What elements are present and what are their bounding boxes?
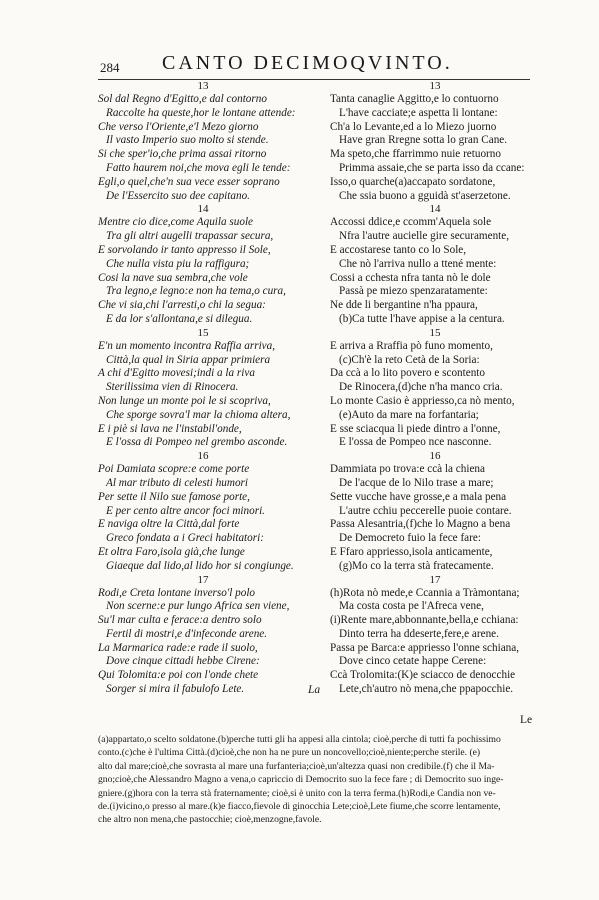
verse-line: E da lor s'allontana,e si dilegua.: [106, 312, 253, 325]
verse-line: Giaeque dal lido,al lido hor si congiunge.: [106, 559, 294, 572]
verse-line: Ch'a lo Levante,ed a lo Miezo juorno: [330, 120, 497, 133]
verse-line: La Marmarica rade:e rade il suolo,: [98, 641, 258, 654]
verse-line: Mentre cio dice,come Aquila suole: [98, 216, 254, 229]
verse-line: E arriva a Rraffia pò funo momento,: [330, 339, 493, 352]
verse-line: Si che sper'io,che prima assai ritorno: [98, 148, 267, 161]
verse-line: Il vasto Imperio suo molto si stende.: [106, 134, 269, 147]
verse-line: Qui Tolomita:e poi con l'onde chete: [98, 669, 259, 682]
verse-line: E per cento altre ancor foci minori.: [106, 504, 265, 517]
verse-line: De l'Essercito suo dee capitano.: [106, 189, 250, 202]
verse-line: Lo monte Casio è appriesso,ca nò mento,: [330, 394, 515, 407]
verse-line: E i piè si lava ne l'instabil'onde,: [98, 422, 242, 435]
verse-line: Dove cinco cetate happe Cerene:: [339, 655, 487, 668]
verse-line: Sterilissima vien di Rinocera.: [106, 381, 239, 394]
verse-line: E sorvolando ir tanto appresso il Sole,: [98, 243, 271, 256]
verse-line: Greco fondata a i Greci habitatori:: [106, 532, 264, 545]
verse-line: A chi d'Egitto movesi;indi a la riva: [98, 367, 255, 380]
verse-line: Fertil di mostri,e d'infeconde arene.: [106, 627, 268, 640]
footnote-line: gniere.(g)hora con la terra stà fraternamente; cioè,si è unito con la terra ferma.(h)Rodi,e Candia non ve-: [98, 787, 496, 799]
italian-column: [98, 80, 308, 697]
verse-line: Tra legno,e legno:e non ha tema,o cura,: [106, 285, 286, 298]
footnotes: [98, 733, 538, 827]
verse-line: Have gran Rregne sotta lo gran Cane.: [339, 134, 508, 147]
verse-line: Per sette il Nilo sue famose porte,: [98, 490, 250, 503]
stanza-number: 13: [429, 80, 441, 92]
footnote-line: conto.(c)che è l'ultima Città.(d)cioè,che non ha ne pure un noncovello;cioè,niente;perche sterile. (e): [98, 747, 481, 759]
verse-line: Che nò l'arriva nullo a ttené mente:: [339, 257, 497, 270]
stanza: [330, 80, 540, 203]
verse-line: E sse sciacqua li piede dintro a l'onne,: [330, 422, 501, 435]
verse-line: Sette vucche have grosse,e a mala pena: [330, 490, 507, 503]
verse-line: Che vi sia,chi l'arresti,o chi la segua:: [98, 299, 266, 312]
verse-line: E Ffaro appriesso,isola anticamente,: [330, 545, 493, 558]
verse-line: De Democreto fuio la fece fare:: [339, 532, 481, 545]
verse-line: Sol dal Regno d'Egitto,e dal contorno: [98, 93, 267, 105]
verse-line: L'have cacciate;e aspetta li lontane:: [339, 106, 498, 119]
verse-line: Su'l mar culta e ferace:a dentro solo: [98, 614, 262, 627]
verse-line: Egli,o quel,che'n sua vece esser soprano: [98, 175, 280, 188]
footnote-line: che altro non mena,che pastocchie; cioè,menzogne,favole.: [98, 814, 322, 826]
verse-line: Da ccà a lo lito povero e scontento: [330, 367, 486, 380]
verse-line: Et oltra Faro,isola già,che lunge: [98, 545, 245, 558]
verse-line: Raccolte ha queste,hor le lontane attende:: [106, 106, 296, 119]
verse-line: Ma costa costa pe l'Afreca vene,: [339, 600, 484, 613]
verse-line: Dinto terra ha ddeserte,fere,e arene.: [339, 627, 499, 640]
stanza: [330, 327, 540, 450]
stanza-number: 16: [197, 450, 209, 463]
stanza: [330, 450, 540, 573]
verse-line: Passa pe Barca:e appriesso l'onne schiana,: [330, 641, 520, 654]
stanza: [98, 327, 308, 450]
catchword-right: Le: [520, 714, 533, 726]
catchword-left: La: [308, 684, 321, 696]
verse-line: Dove cinque cittadi hebbe Cirene:: [106, 655, 260, 668]
verse-line: Dammiata po trova:e ccà la chiena: [330, 463, 485, 476]
neapolitan-column: [330, 80, 540, 697]
verse-line: Poi Damiata scopre:e come porte: [98, 463, 250, 476]
verse-line: Cossi a cchesta nfra tanta nò le dole: [330, 271, 491, 284]
verse-line: (g)Mo co la terra stà fratecamente.: [339, 559, 494, 572]
stanza-number: 17: [429, 573, 441, 586]
verse-line: De l'acque de lo Nilo trase a mare;: [339, 476, 494, 489]
verse-line: Tanta canaglie Aggitto,e lo contuorno: [330, 93, 499, 105]
verse-line: Che nulla vista piu la raffigura;: [106, 257, 250, 270]
verse-line: Lete,ch'autro nò mena,che ppapocchie.: [339, 683, 514, 696]
stanza: [330, 203, 540, 326]
verse-line: Non scerne:e pur lungo Africa sen viene,: [106, 600, 290, 613]
verse-line: De Rinocera,(d)che n'ha manco cria.: [339, 381, 503, 394]
stanza-number: 14: [197, 203, 209, 216]
footnote-line: gno;cioè,che Alessandro Magno a vena,o capriccio di Democrito suo la fece fare ; di Democrito suo inge-: [98, 774, 504, 786]
stanza-number: 15: [197, 326, 209, 339]
verse-line: E accostarese tanto co lo Sole,: [330, 243, 467, 256]
verse-line: E l'ossa de Pompeo nce nasconne.: [339, 436, 492, 449]
verse-line: Città,la qual in Siria appar primiera: [106, 353, 271, 366]
verse-line: Non lunge un monte poi le si scopriva,: [98, 394, 271, 407]
verse-line: Passà pe miezo spenzaratamente:: [339, 285, 488, 298]
verse-line: (i)Rente mare,abbonnante,bella,e cchiana:: [330, 614, 519, 627]
verse-line: Che verso l'Oriente,e'l Mezo giorno: [98, 120, 259, 133]
stanza: [330, 574, 540, 697]
verse-line: Sorger si mira il fabulofo Lete.: [106, 683, 245, 696]
footnote-line: de.(i)vicino,o presso al mare.(k)e fiacco,fievole di ginocchia Lete;cioè,Lete fiume,che scorre lentamente,: [98, 801, 501, 813]
verse-line: E'n un momento incontra Raffia arriva,: [98, 339, 276, 352]
verse-line: Rodi,e Creta lontane inverso'l polo: [98, 586, 256, 599]
verse-line: Che ssia buono a gguidà st'aserzetone.: [339, 189, 511, 202]
verse-line: Nfra l'autre aucielle gire securamente,: [339, 230, 510, 243]
verse-line: Che sporge sovra'l mar la chioma altera,: [106, 408, 291, 421]
verse-line: L'autre cchiu peccerelle puoie contare.: [339, 504, 512, 517]
verse-line: Ne dde li bergantine n'ha ppaura,: [330, 299, 478, 312]
stanza-number: 14: [429, 203, 441, 216]
verse-line: (e)Auto da mare na forfantaria;: [339, 408, 479, 421]
stanza: [98, 203, 308, 326]
verse-line: (c)Ch'è la reto Cetà de la Soria:: [339, 353, 480, 366]
verse-line: Accossi ddice,e ccomm'Aquela sole: [330, 216, 492, 229]
verse-line: Cosi la nave sua sembra,che vole: [98, 271, 248, 284]
footnote-line: alto dal mare;cioè,che sovrasta al mare una furfanteria;cioè,un'altezza quasi non credibile.(f) che il Ma-: [98, 760, 495, 772]
verse-line: Tra gli altri augelli trapassar secura,: [106, 230, 274, 243]
verse-line: Al mar tributo di celesti humori: [106, 476, 249, 489]
footnote-line: (a)appartato,o scelto soldatone.(b)perche tutti gli ha appesi alla cintola; cioè,perche di tutti fa pochissimo: [98, 734, 501, 745]
stanza-number: 15: [429, 326, 441, 339]
stanza: [98, 80, 308, 203]
verse-line: Passa Alesantria,(f)che lo Magno a bena: [330, 518, 511, 531]
verse-line: (h)Rota nò mede,e Ccannia a Tràmontana;: [330, 586, 520, 599]
verse-line: E l'ossa di Pompeo nel grembo asconde.: [106, 436, 288, 449]
running-title: CANTO DECIMOQVINTO.: [162, 52, 453, 74]
stanza-number: 17: [197, 573, 209, 586]
verse-line: (b)Ca tutte l'have appise a la centura.: [339, 312, 505, 325]
page-number: 284: [100, 60, 120, 75]
stanza: [98, 450, 308, 573]
verse-line: Ma speto,che ffarrimmo nuie retuorno: [330, 148, 501, 161]
stanza-number: 13: [197, 80, 209, 92]
stanza: [98, 574, 308, 697]
verse-line: Fatto haurem noi,che mova egli le tende:: [106, 161, 291, 174]
stanza-number: 16: [429, 450, 441, 463]
verse-line: Ccà Trolomita:(K)e sciacco de denocchie: [330, 669, 516, 682]
verse-line: Primma assaie,che se parta isso da ccane:: [339, 161, 525, 174]
verse-line: Isso,o quarche(a)accapato sordatone,: [330, 175, 496, 188]
verse-line: E naviga oltre la Città,dal forte: [98, 518, 240, 531]
